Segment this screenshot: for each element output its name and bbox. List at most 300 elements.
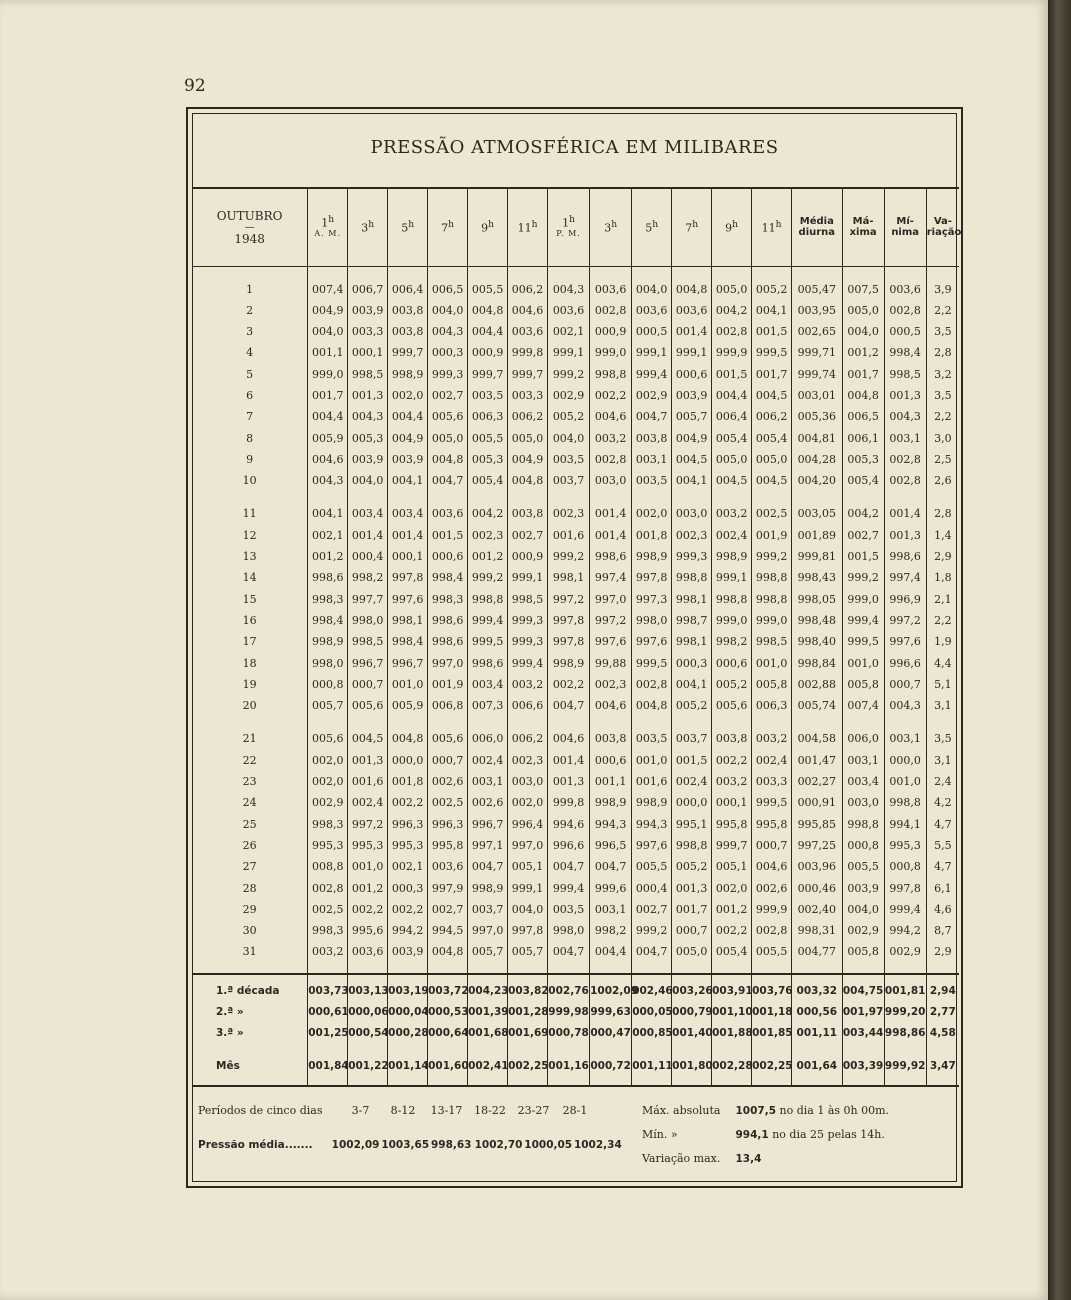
summary-value: 003,32 bbox=[792, 974, 843, 1002]
summary-row bbox=[192, 1002, 959, 1023]
table-row bbox=[192, 610, 959, 631]
value-cell: 001,2 bbox=[308, 546, 348, 567]
value-cell: 005,5 bbox=[752, 941, 792, 962]
summary-value: 003,73 bbox=[308, 974, 348, 1002]
period: 23-27 bbox=[517, 1104, 550, 1117]
value-cell: 998,8 bbox=[752, 589, 792, 610]
value-cell: 998,1 bbox=[388, 610, 428, 631]
value-cell: 002,9 bbox=[308, 792, 348, 813]
value-cell: 002,0 bbox=[308, 750, 348, 771]
value-cell: 002,6 bbox=[428, 771, 468, 792]
value-cell: 001,4 bbox=[548, 750, 590, 771]
value-cell: 001,2 bbox=[842, 342, 884, 363]
summary-value: 001,68 bbox=[468, 1023, 508, 1044]
value-cell: 995,3 bbox=[388, 835, 428, 856]
value-cell: 2,2 bbox=[926, 300, 959, 321]
value-cell: 005,36 bbox=[792, 406, 843, 427]
value-cell: 998,9 bbox=[712, 546, 752, 567]
value-cell: 000,8 bbox=[842, 835, 884, 856]
value-cell: 999,1 bbox=[548, 342, 590, 363]
value-cell: 998,4 bbox=[884, 342, 926, 363]
value-cell: 005,7 bbox=[468, 941, 508, 962]
value-cell: 005,6 bbox=[308, 716, 348, 749]
value-cell: 999,7 bbox=[508, 364, 548, 385]
day-cell: 30 bbox=[242, 924, 257, 938]
table-row bbox=[192, 941, 959, 962]
summary-value: 000,64 bbox=[428, 1023, 468, 1044]
value-cell: 002,4 bbox=[468, 750, 508, 771]
value-cell: 002,1 bbox=[308, 525, 348, 546]
day-cell: 15 bbox=[242, 592, 257, 606]
value-cell: 001,5 bbox=[712, 364, 752, 385]
value-cell: 998,3 bbox=[308, 920, 348, 941]
day-cell: 28 bbox=[242, 881, 257, 895]
value-cell: 004,9 bbox=[508, 449, 548, 470]
table-row bbox=[192, 321, 959, 342]
table-row bbox=[192, 750, 959, 771]
value-cell: 001,0 bbox=[388, 674, 428, 695]
value-cell: 004,0 bbox=[548, 428, 590, 449]
value-cell: 001,2 bbox=[712, 899, 752, 920]
value-cell: 998,9 bbox=[632, 792, 672, 813]
value-cell: 998,9 bbox=[308, 631, 348, 652]
value-cell: 004,2 bbox=[712, 300, 752, 321]
value-cell: 002,7 bbox=[632, 899, 672, 920]
value-cell: 004,28 bbox=[792, 449, 843, 470]
value-cell: 003,2 bbox=[752, 716, 792, 749]
value-cell: 003,5 bbox=[632, 716, 672, 749]
value-cell: 996,3 bbox=[388, 814, 428, 835]
value-cell: 000,6 bbox=[712, 653, 752, 674]
value-cell: 002,6 bbox=[468, 792, 508, 813]
hour-header: 3$^h$ bbox=[348, 188, 388, 266]
value-cell: 003,05 bbox=[792, 491, 843, 524]
summary-label: 3.ª » bbox=[216, 1026, 244, 1039]
value-cell: 999,3 bbox=[508, 631, 548, 652]
value-cell: 997,2 bbox=[590, 610, 632, 631]
day-cell: 13 bbox=[242, 550, 257, 564]
table-row bbox=[192, 856, 959, 877]
value-cell: 000,0 bbox=[884, 750, 926, 771]
value-cell: 003,0 bbox=[508, 771, 548, 792]
value-cell: 2,5 bbox=[926, 449, 959, 470]
day-cell: 8 bbox=[246, 431, 254, 445]
value-cell: 000,46 bbox=[792, 878, 843, 899]
summary-value: 000,28 bbox=[388, 1023, 428, 1044]
value-cell: 002,8 bbox=[590, 300, 632, 321]
value-cell: 999,1 bbox=[508, 878, 548, 899]
value-cell: 004,77 bbox=[792, 941, 843, 962]
value-cell: 003,1 bbox=[884, 428, 926, 449]
summary-value: 001,39 bbox=[468, 1002, 508, 1023]
summary-rows bbox=[192, 974, 959, 1086]
value-cell: 004,8 bbox=[672, 266, 712, 300]
value-cell: 003,4 bbox=[388, 491, 428, 524]
mean-pressure-value: 998,63 bbox=[430, 1139, 472, 1151]
summary-value: 001,14 bbox=[388, 1044, 428, 1086]
value-cell: 001,2 bbox=[468, 546, 508, 567]
value-cell: 004,1 bbox=[308, 491, 348, 524]
hour-header: 11$^h$ bbox=[752, 188, 792, 266]
value-cell: 005,6 bbox=[348, 695, 388, 716]
value-cell: 998,3 bbox=[308, 589, 348, 610]
table-row bbox=[192, 899, 959, 920]
summary-value: 001,88 bbox=[712, 1023, 752, 1044]
value-cell: 004,0 bbox=[428, 300, 468, 321]
value-cell: 005,0 bbox=[508, 428, 548, 449]
value-cell: 997,8 bbox=[548, 610, 590, 631]
summary-label: 1.ª década bbox=[192, 974, 308, 1002]
year-label: 1948 bbox=[234, 231, 265, 246]
value-cell: 998,5 bbox=[348, 364, 388, 385]
value-cell: 998,40 bbox=[792, 631, 843, 652]
value-cell: 004,0 bbox=[308, 321, 348, 342]
summary-value: 001,10 bbox=[712, 1002, 752, 1023]
table-row bbox=[192, 653, 959, 674]
summary-value: 001,25 bbox=[308, 1023, 348, 1044]
value-cell: 005,8 bbox=[842, 941, 884, 962]
value-cell: 003,1 bbox=[884, 716, 926, 749]
value-cell: 004,4 bbox=[388, 406, 428, 427]
value-cell: 002,7 bbox=[842, 525, 884, 546]
value-cell: 003,2 bbox=[712, 771, 752, 792]
value-cell: 997,0 bbox=[428, 653, 468, 674]
value-cell: 998,9 bbox=[468, 878, 508, 899]
value-cell: 003,5 bbox=[468, 385, 508, 406]
value-cell: 006,2 bbox=[508, 266, 548, 300]
value-cell: 004,5 bbox=[752, 470, 792, 491]
value-cell: 3,5 bbox=[926, 321, 959, 342]
day-cell: 20 bbox=[242, 699, 257, 713]
day-cell: 23 bbox=[242, 775, 257, 789]
value-cell: 004,5 bbox=[752, 385, 792, 406]
summary-value: 001,11 bbox=[632, 1044, 672, 1086]
value-cell: 999,5 bbox=[468, 631, 508, 652]
value-cell: 2,2 bbox=[926, 406, 959, 427]
value-cell: 999,2 bbox=[632, 920, 672, 941]
value-cell: 002,0 bbox=[388, 385, 428, 406]
value-cell: 004,2 bbox=[842, 491, 884, 524]
media-header: Média diurna bbox=[792, 188, 843, 266]
value-cell: 001,4 bbox=[348, 525, 388, 546]
value-cell: 999,0 bbox=[752, 610, 792, 631]
value-cell: 000,1 bbox=[348, 342, 388, 363]
summary-value: 999,92 bbox=[884, 1044, 926, 1086]
value-cell: 999,0 bbox=[842, 589, 884, 610]
value-cell: 998,4 bbox=[388, 631, 428, 652]
value-cell: 005,2 bbox=[672, 695, 712, 716]
value-cell: 995,8 bbox=[428, 835, 468, 856]
value-cell: 004,0 bbox=[632, 266, 672, 300]
value-cell: 997,0 bbox=[590, 589, 632, 610]
value-cell: 998,2 bbox=[590, 920, 632, 941]
value-cell: 99,88 bbox=[590, 653, 632, 674]
spacer-row bbox=[192, 963, 959, 974]
variacao-header: Va- riação bbox=[926, 188, 959, 266]
value-cell: 004,8 bbox=[842, 385, 884, 406]
value-cell: 002,40 bbox=[792, 899, 843, 920]
value-cell: 8,7 bbox=[926, 920, 959, 941]
value-cell: 003,4 bbox=[468, 674, 508, 695]
table-row bbox=[192, 674, 959, 695]
summary-value: 999,20 bbox=[884, 1002, 926, 1023]
value-cell: 004,5 bbox=[712, 470, 752, 491]
summary-value: 000,47 bbox=[590, 1023, 632, 1044]
value-cell: 005,8 bbox=[842, 674, 884, 695]
summary-value: 000,54 bbox=[348, 1023, 388, 1044]
value-cell: 007,3 bbox=[468, 695, 508, 716]
value-cell: 001,0 bbox=[348, 856, 388, 877]
value-cell: 995,1 bbox=[672, 814, 712, 835]
value-cell: 003,0 bbox=[672, 491, 712, 524]
value-cell: 3,5 bbox=[926, 716, 959, 749]
value-cell: 002,0 bbox=[712, 878, 752, 899]
value-cell: 003,6 bbox=[632, 300, 672, 321]
value-cell: 002,3 bbox=[548, 491, 590, 524]
summary-value: 000,79 bbox=[672, 1002, 712, 1023]
value-cell: 000,8 bbox=[308, 674, 348, 695]
value-cell: 998,9 bbox=[388, 364, 428, 385]
summary-value: 001,97 bbox=[842, 1002, 884, 1023]
value-cell: 996,7 bbox=[388, 653, 428, 674]
day-cell: 26 bbox=[242, 838, 257, 852]
value-cell: 005,9 bbox=[308, 428, 348, 449]
value-cell: 004,1 bbox=[388, 470, 428, 491]
value-cell: 3,1 bbox=[926, 750, 959, 771]
minima-header: Mí- nima bbox=[884, 188, 926, 266]
value-cell: 002,9 bbox=[884, 941, 926, 962]
summary-value: 002,46 bbox=[632, 974, 672, 1002]
value-cell: 999,7 bbox=[712, 835, 752, 856]
value-cell: 997,2 bbox=[548, 589, 590, 610]
value-cell: 000,7 bbox=[428, 750, 468, 771]
summary-value: 001,80 bbox=[672, 1044, 712, 1086]
summary-value: 998,86 bbox=[884, 1023, 926, 1044]
value-cell: 004,8 bbox=[508, 470, 548, 491]
value-cell: 003,7 bbox=[672, 716, 712, 749]
value-cell: 999,8 bbox=[508, 342, 548, 363]
value-cell: 002,2 bbox=[388, 899, 428, 920]
value-cell: 998,3 bbox=[428, 589, 468, 610]
summary-value: 003,26 bbox=[672, 974, 712, 1002]
value-cell: 000,4 bbox=[632, 878, 672, 899]
value-cell: 998,48 bbox=[792, 610, 843, 631]
value-cell: 3,1 bbox=[926, 695, 959, 716]
summary-label: 2.ª » bbox=[216, 1005, 244, 1018]
value-cell: 997,6 bbox=[632, 835, 672, 856]
value-cell: 002,4 bbox=[752, 750, 792, 771]
table-row bbox=[192, 449, 959, 470]
value-cell: 003,7 bbox=[548, 470, 590, 491]
summary-value: 4,58 bbox=[926, 1023, 959, 1044]
value-cell: 004,4 bbox=[712, 385, 752, 406]
value-cell: 008,8 bbox=[308, 856, 348, 877]
summary-value: 003,39 bbox=[842, 1044, 884, 1086]
value-cell: 998,4 bbox=[428, 567, 468, 588]
value-cell: 4,2 bbox=[926, 792, 959, 813]
value-cell: 005,5 bbox=[632, 856, 672, 877]
day-cell: 16 bbox=[242, 613, 257, 627]
value-cell: 002,8 bbox=[884, 470, 926, 491]
value-cell: 002,9 bbox=[548, 385, 590, 406]
value-cell: 003,9 bbox=[842, 878, 884, 899]
day-cell: 9 bbox=[246, 452, 254, 466]
summary-value: 2,77 bbox=[926, 1002, 959, 1023]
value-cell: 002,7 bbox=[428, 385, 468, 406]
value-cell: 994,3 bbox=[590, 814, 632, 835]
value-cell: 003,5 bbox=[632, 470, 672, 491]
value-cell: 998,4 bbox=[308, 610, 348, 631]
value-cell: 003,4 bbox=[348, 491, 388, 524]
max-value: 1007,5 bbox=[735, 1105, 777, 1117]
value-cell: 001,0 bbox=[884, 771, 926, 792]
value-cell: 006,4 bbox=[388, 266, 428, 300]
value-cell: 001,5 bbox=[752, 321, 792, 342]
value-cell: 997,2 bbox=[348, 814, 388, 835]
value-cell: 997,6 bbox=[632, 631, 672, 652]
value-cell: 997,3 bbox=[632, 589, 672, 610]
summary-value: 1002,09 bbox=[590, 974, 632, 1002]
value-cell: 000,5 bbox=[632, 321, 672, 342]
value-cell: 4,6 bbox=[926, 899, 959, 920]
table-row bbox=[192, 364, 959, 385]
value-cell: 002,4 bbox=[348, 792, 388, 813]
summary-value: 000,05 bbox=[632, 1002, 672, 1023]
value-cell: 4,7 bbox=[926, 856, 959, 877]
value-cell: 004,6 bbox=[752, 856, 792, 877]
value-cell: 001,2 bbox=[348, 878, 388, 899]
value-cell: 002,5 bbox=[308, 899, 348, 920]
value-cell: 997,8 bbox=[388, 567, 428, 588]
value-cell: 997,4 bbox=[884, 567, 926, 588]
value-cell: 000,6 bbox=[672, 364, 712, 385]
period: 8-12 bbox=[390, 1104, 416, 1117]
value-cell: 994,2 bbox=[388, 920, 428, 941]
value-cell: 004,4 bbox=[590, 941, 632, 962]
value-cell: 000,9 bbox=[590, 321, 632, 342]
value-cell: 997,0 bbox=[508, 835, 548, 856]
value-cell: 005,5 bbox=[468, 428, 508, 449]
value-cell: 002,8 bbox=[752, 920, 792, 941]
value-cell: 000,1 bbox=[712, 792, 752, 813]
value-cell: 002,3 bbox=[508, 750, 548, 771]
value-cell: 004,9 bbox=[308, 300, 348, 321]
value-cell: 1,9 bbox=[926, 631, 959, 652]
value-cell: 999,2 bbox=[752, 546, 792, 567]
value-cell: 005,2 bbox=[752, 266, 792, 300]
value-cell: 005,2 bbox=[712, 674, 752, 695]
value-cell: 004,8 bbox=[428, 941, 468, 962]
value-cell: 994,5 bbox=[428, 920, 468, 941]
value-cell: 998,8 bbox=[590, 364, 632, 385]
value-cell: 002,3 bbox=[468, 525, 508, 546]
value-cell: 002,7 bbox=[428, 899, 468, 920]
value-cell: 995,3 bbox=[884, 835, 926, 856]
value-cell: 006,1 bbox=[842, 428, 884, 449]
table-row bbox=[192, 546, 959, 567]
value-cell: 001,5 bbox=[428, 525, 468, 546]
summary-value: 003,44 bbox=[842, 1023, 884, 1044]
value-cell: 003,9 bbox=[672, 385, 712, 406]
value-cell: 000,7 bbox=[884, 674, 926, 695]
value-cell: 003,1 bbox=[632, 449, 672, 470]
day-cell: 3 bbox=[246, 325, 254, 339]
hour-header: 9$^h$ bbox=[468, 188, 508, 266]
value-cell: 004,7 bbox=[548, 941, 590, 962]
value-cell: 004,8 bbox=[632, 695, 672, 716]
value-cell: 997,6 bbox=[590, 631, 632, 652]
value-cell: 999,4 bbox=[842, 610, 884, 631]
value-cell: 003,0 bbox=[590, 470, 632, 491]
value-cell: 998,8 bbox=[842, 814, 884, 835]
value-cell: 003,01 bbox=[792, 385, 843, 406]
value-cell: 004,3 bbox=[884, 695, 926, 716]
value-cell: 002,0 bbox=[632, 491, 672, 524]
value-cell: 000,7 bbox=[752, 835, 792, 856]
mean-pressure-row bbox=[198, 1133, 628, 1157]
value-cell: 999,0 bbox=[590, 342, 632, 363]
value-cell: 002,7 bbox=[508, 525, 548, 546]
value-cell: 005,2 bbox=[672, 856, 712, 877]
value-cell: 2,8 bbox=[926, 342, 959, 363]
value-cell: 999,8 bbox=[548, 792, 590, 813]
value-cell: 1,4 bbox=[926, 525, 959, 546]
table-row bbox=[192, 342, 959, 363]
value-cell: 002,0 bbox=[508, 792, 548, 813]
table-row bbox=[192, 525, 959, 546]
value-cell: 997,8 bbox=[884, 878, 926, 899]
summary-value: 001,60 bbox=[428, 1044, 468, 1086]
value-cell: 004,1 bbox=[672, 674, 712, 695]
hour-header: 5$^h$ bbox=[632, 188, 672, 266]
value-cell: 003,8 bbox=[590, 716, 632, 749]
day-cell: 21 bbox=[242, 732, 257, 746]
value-cell: 004,3 bbox=[884, 406, 926, 427]
value-cell: 001,3 bbox=[348, 750, 388, 771]
value-cell: 005,6 bbox=[712, 695, 752, 716]
day-cell: 25 bbox=[242, 817, 257, 831]
day-cell: 10 bbox=[242, 474, 257, 488]
value-cell: 999,1 bbox=[632, 342, 672, 363]
value-cell: 001,6 bbox=[632, 771, 672, 792]
value-cell: 003,2 bbox=[308, 941, 348, 962]
value-cell: 004,5 bbox=[672, 449, 712, 470]
value-cell: 998,5 bbox=[508, 589, 548, 610]
summary-value: 004,75 bbox=[842, 974, 884, 1002]
pressure-table bbox=[192, 187, 962, 1087]
value-cell: 000,5 bbox=[884, 321, 926, 342]
value-cell: 004,3 bbox=[348, 406, 388, 427]
value-cell: 002,3 bbox=[590, 674, 632, 695]
value-cell: 003,8 bbox=[508, 491, 548, 524]
value-cell: 995,6 bbox=[348, 920, 388, 941]
value-cell: 006,8 bbox=[428, 695, 468, 716]
table-row bbox=[192, 771, 959, 792]
period: 28-1 bbox=[562, 1104, 588, 1117]
month-label: OUTUBRO bbox=[216, 208, 283, 223]
value-cell: 001,8 bbox=[632, 525, 672, 546]
summary-value: 001,81 bbox=[884, 974, 926, 1002]
value-cell: 999,5 bbox=[752, 342, 792, 363]
min-value: 994,1 bbox=[735, 1129, 769, 1141]
value-cell: 001,8 bbox=[388, 771, 428, 792]
value-cell: 3,5 bbox=[926, 385, 959, 406]
value-cell: 000,3 bbox=[428, 342, 468, 363]
value-cell: 005,4 bbox=[842, 470, 884, 491]
value-cell: 003,6 bbox=[348, 941, 388, 962]
value-cell: 003,9 bbox=[388, 941, 428, 962]
value-cell: 997,8 bbox=[632, 567, 672, 588]
